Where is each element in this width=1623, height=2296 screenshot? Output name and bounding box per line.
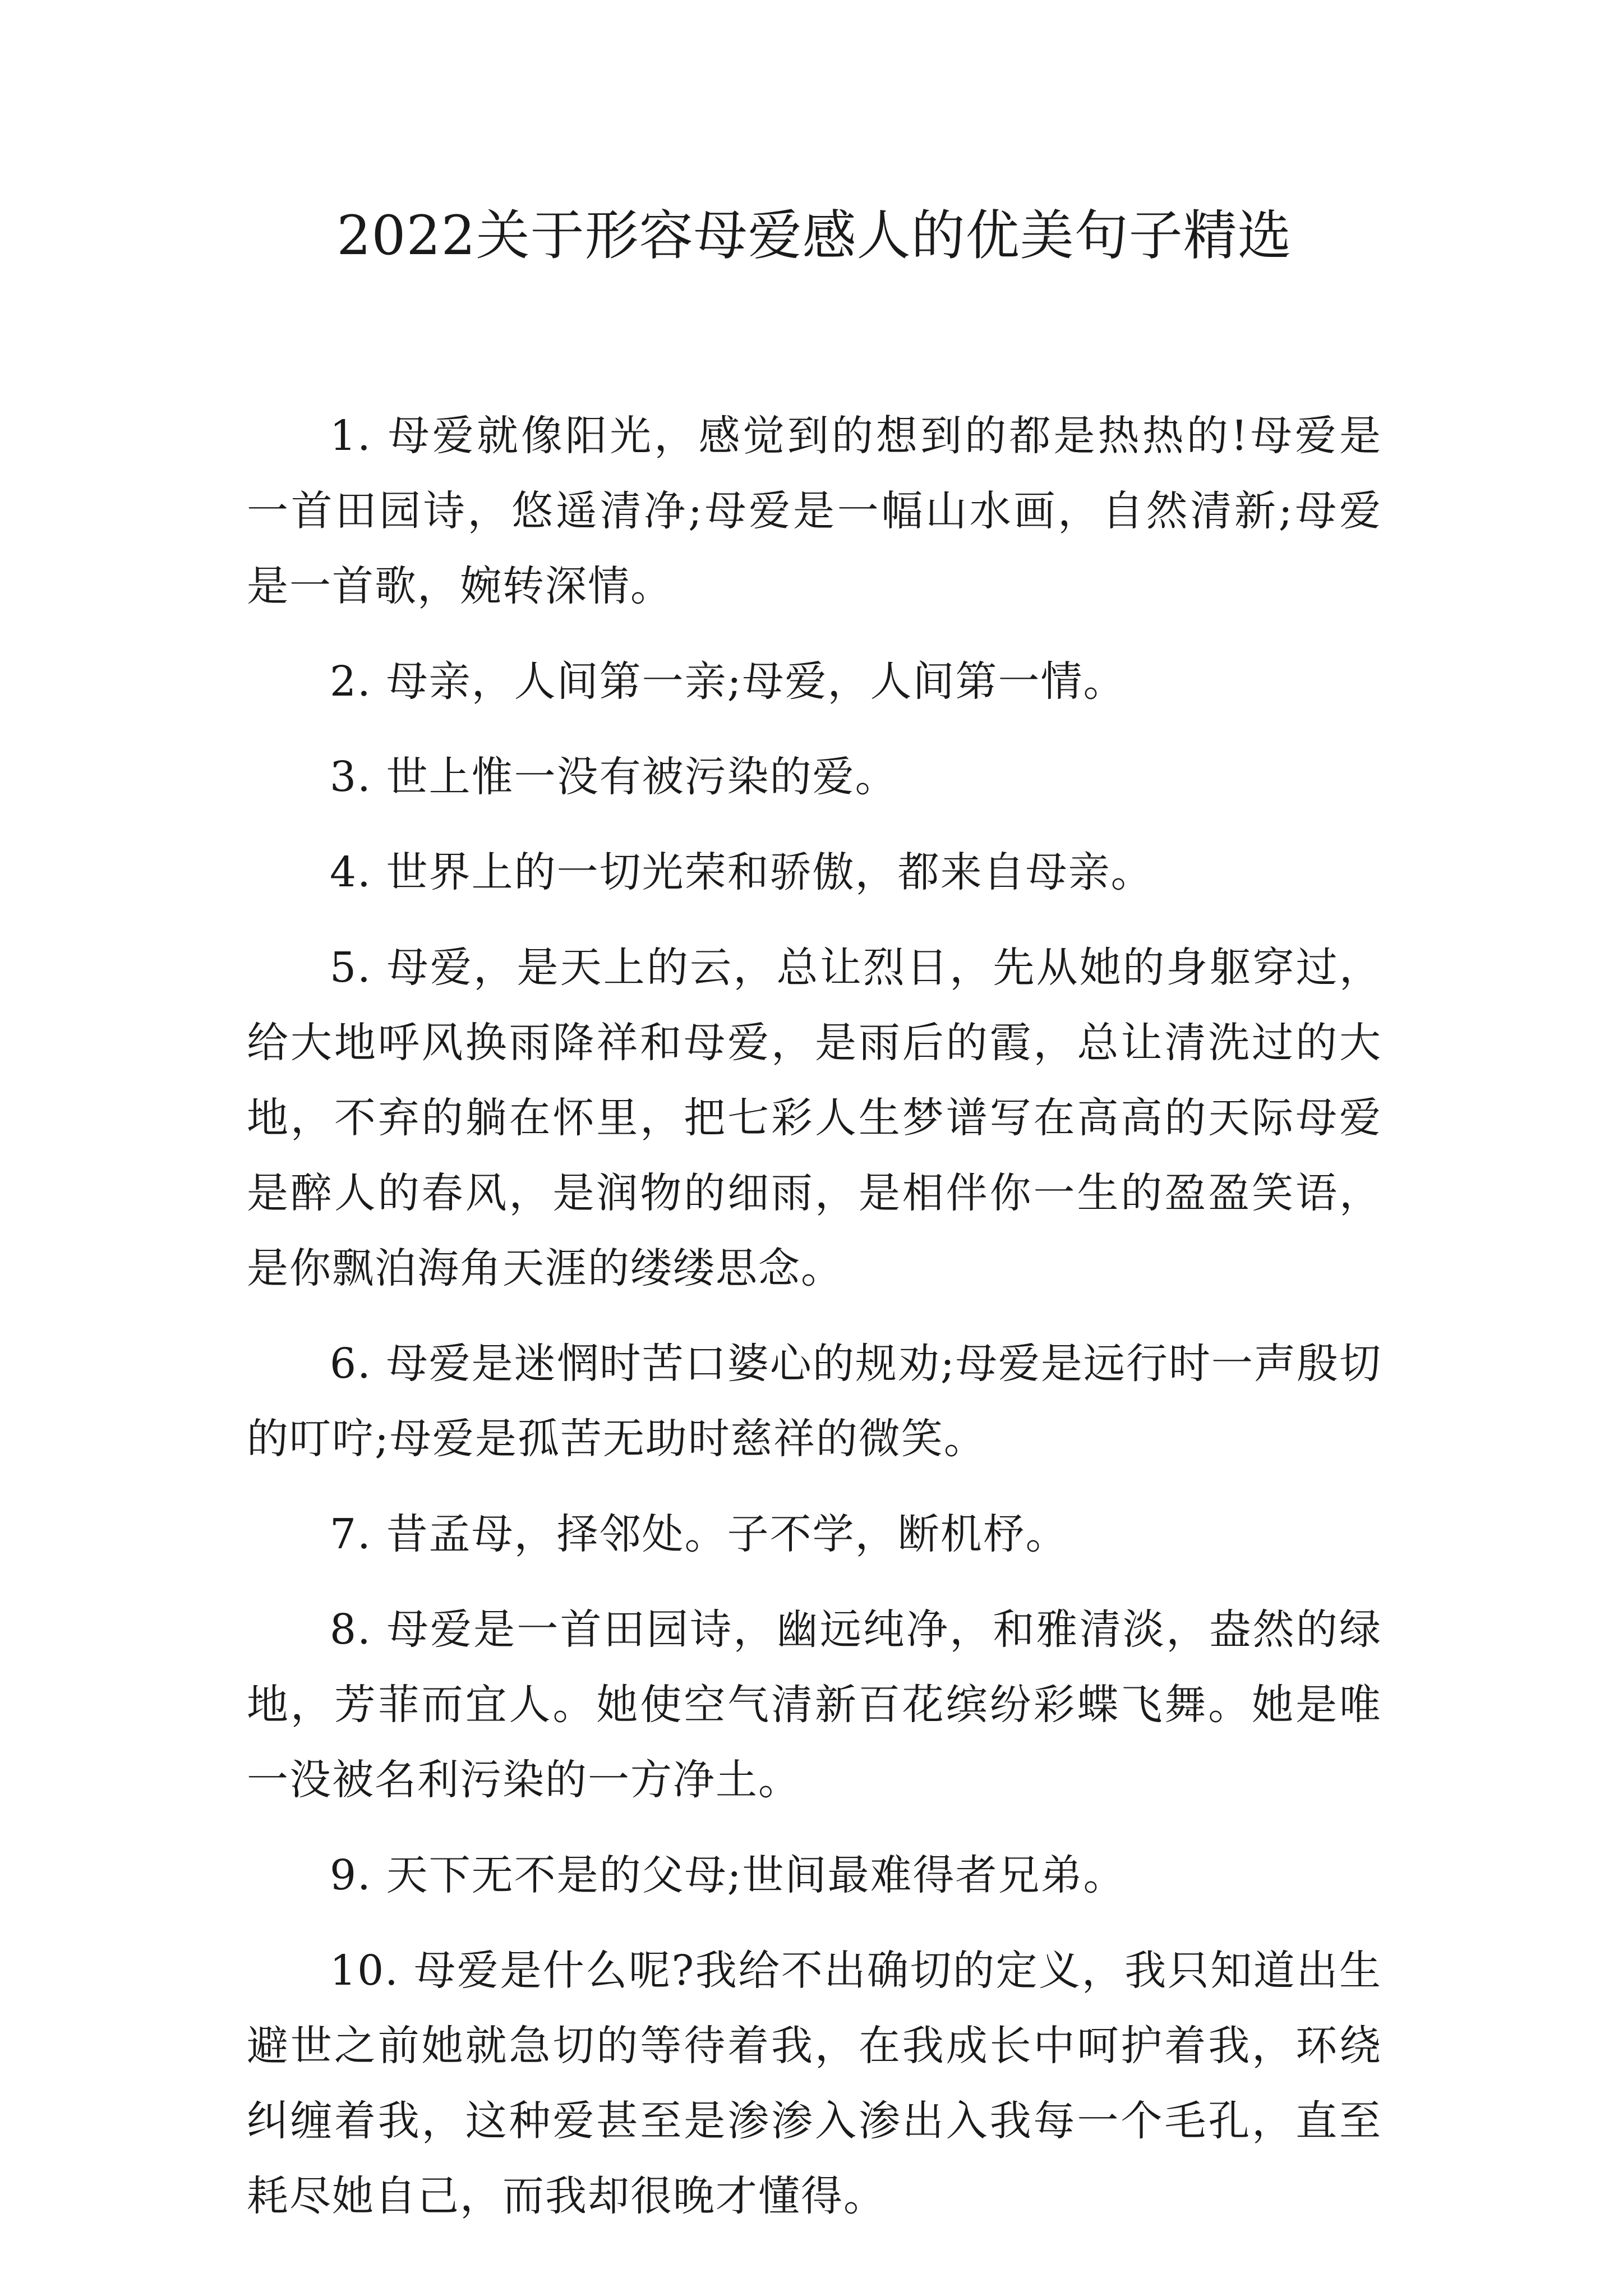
paragraph-number: 4. <box>330 848 372 896</box>
paragraph-7 <box>247 1497 1382 1572</box>
paragraph-number: 9. <box>330 1851 372 1899</box>
paragraph-text: 母亲，人间第一亲;母爱，人间第一情。 <box>386 657 1126 706</box>
paragraph-text: 母爱，是天上的云，总让烈日，先从她的身躯穿过，给大地呼风换雨降祥和母爱，是雨后的霞，总让清洗过的大地，不弃的躺在怀里，把七彩人生梦谱写在高高的天际母爱是醉人的春风，是润物的细雨，是相伴你一生的盈盈笑语，是你飘泊海角天涯的缕缕思念。 <box>247 944 1382 1292</box>
paragraph-text: 母爱是什么呢?我给不出确切的定义，我只知道出生避世之前她就急切的等待着我，在我成长中呵护着我，环绕纠缠着我，这种爱甚至是渗渗入渗出入我每一个毛孔，直至耗尽她自己，而我却很晚才懂得。 <box>247 1947 1382 2220</box>
paragraph-10 <box>247 1933 1382 2234</box>
paragraph-number: 6. <box>330 1340 372 1388</box>
paragraph-text: 天下无不是的父母;世间最难得者兄弟。 <box>386 1851 1126 1899</box>
paragraph-2 <box>247 644 1382 719</box>
paragraph-8 <box>247 1592 1382 1818</box>
paragraph-text: 世界上的一切光荣和骄傲，都来自母亲。 <box>386 848 1154 896</box>
paragraph-text: 母爱就像阳光，感觉到的想到的都是热热的!母爱是一首田园诗，悠遥清净;母爱是一幅山水画，自然清新;母爱是一首歌，婉转深情。 <box>247 412 1382 610</box>
paragraph-number: 5. <box>330 944 372 992</box>
paragraph-9 <box>247 1838 1382 1913</box>
paragraph-number: 1. <box>330 412 372 460</box>
paragraph-3 <box>247 739 1382 815</box>
paragraph-number: 8. <box>330 1605 372 1654</box>
paragraph-text: 母爱是迷惘时苦口婆心的规劝;母爱是远行时一声殷切的叮咛;母爱是孤苦无助时慈祥的微笑。 <box>247 1340 1382 1463</box>
paragraph-text: 昔孟母，择邻处。子不学，断机杼。 <box>386 1510 1068 1558</box>
paragraph-5 <box>247 930 1382 1306</box>
paragraph-text: 母爱是一首田园诗，幽远纯净，和雅清淡，盎然的绿地，芳菲而宜人。她使空气清新百花缤纷彩蝶飞舞。她是唯一没被名利污染的一方净土。 <box>247 1605 1382 1804</box>
paragraph-6 <box>247 1326 1382 1476</box>
document-body <box>247 398 1382 2234</box>
document-title: 2022关于形容母爱感人的优美句子精选 <box>336 204 1292 267</box>
paragraph-number: 7. <box>330 1510 372 1558</box>
paragraph-text: 世上惟一没有被污染的爱。 <box>386 753 898 801</box>
paragraph-number: 3. <box>330 753 372 801</box>
paragraph-4 <box>247 835 1382 910</box>
paragraph-number: 2. <box>330 657 372 706</box>
paragraph-number: 10. <box>330 1947 399 1995</box>
paragraph-1 <box>247 398 1382 624</box>
